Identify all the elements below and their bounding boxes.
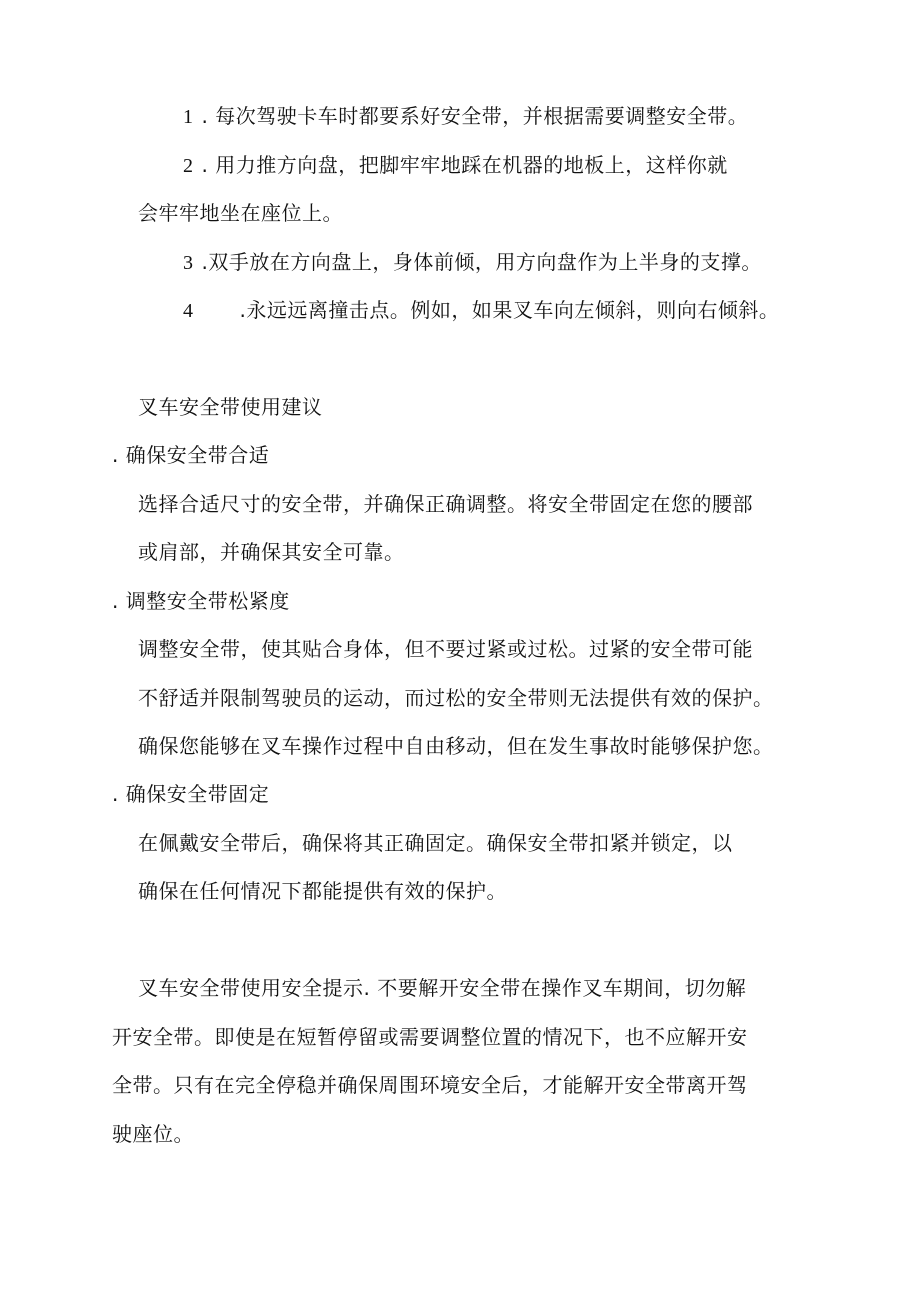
- step-1: [183, 102, 748, 131]
- step-4: [183, 296, 779, 325]
- step-number: 2: [183, 155, 194, 177]
- step-number: 4: [183, 300, 194, 322]
- advice-paragraph-line: 调整安全带，使其贴合身体，但不要过紧或过松。过紧的安全带可能: [138, 637, 753, 661]
- advice-heading-fit: . 确保安全带合适: [112, 443, 270, 467]
- step-text: . 每次驾驶卡车时都要系好安全带，并根据需要调整安全带。: [201, 104, 749, 128]
- tips-paragraph-line: 开安全带。即使是在短暂停留或需要调整位置的情况下，也不应解开安: [112, 1025, 748, 1049]
- tips-paragraph-line: 叉车安全带使用安全提示. 不要解开安全带在操作叉车期间，切勿解: [138, 976, 747, 1000]
- advice-paragraph-line: 在佩戴安全带后，确保将其正确固定。确保安全带扣紧并锁定，以: [138, 831, 733, 855]
- tips-paragraph-line: 全带。只有在完全停稳并确保周围环境安全后，才能解开安全带离开驾: [112, 1073, 748, 1097]
- step-text: .双手放在方向盘上，身体前倾，用方向盘作为上半身的支撑。: [201, 250, 762, 274]
- advice-paragraph-line: 选择合适尺寸的安全带，并确保正确调整。将安全带固定在您的腰部: [138, 492, 753, 516]
- tips-paragraph-line: 驶座位。: [112, 1122, 194, 1146]
- advice-heading-secure: . 确保安全带固定: [112, 782, 270, 806]
- advice-paragraph-line: 不舒适并限制驾驶员的运动，而过松的安全带则无法提供有效的保护。: [138, 686, 774, 710]
- step-number: 3: [183, 252, 194, 274]
- advice-heading-tightness: . 调整安全带松紧度: [112, 589, 290, 613]
- step-number: 1: [183, 106, 194, 128]
- advice-title: 叉车安全带使用建议: [138, 395, 323, 419]
- step-2: [183, 151, 728, 180]
- step-2-continuation: 会牢牢地坐在座位上。: [138, 201, 343, 225]
- step-3: [183, 248, 762, 277]
- advice-paragraph-line: 确保在任何情况下都能提供有效的保护。: [138, 879, 507, 903]
- advice-paragraph-line: 或肩部，并确保其安全可靠。: [138, 540, 405, 564]
- advice-paragraph-line: 确保您能够在叉车操作过程中自由移动，但在发生事故时能够保护您。: [138, 734, 774, 758]
- step-text: .永远远离撞击点。例如，如果叉车向左倾斜，则向右倾斜。: [239, 298, 780, 322]
- step-text: . 用力推方向盘，把脚牢牢地踩在机器的地板上，这样你就: [201, 153, 728, 177]
